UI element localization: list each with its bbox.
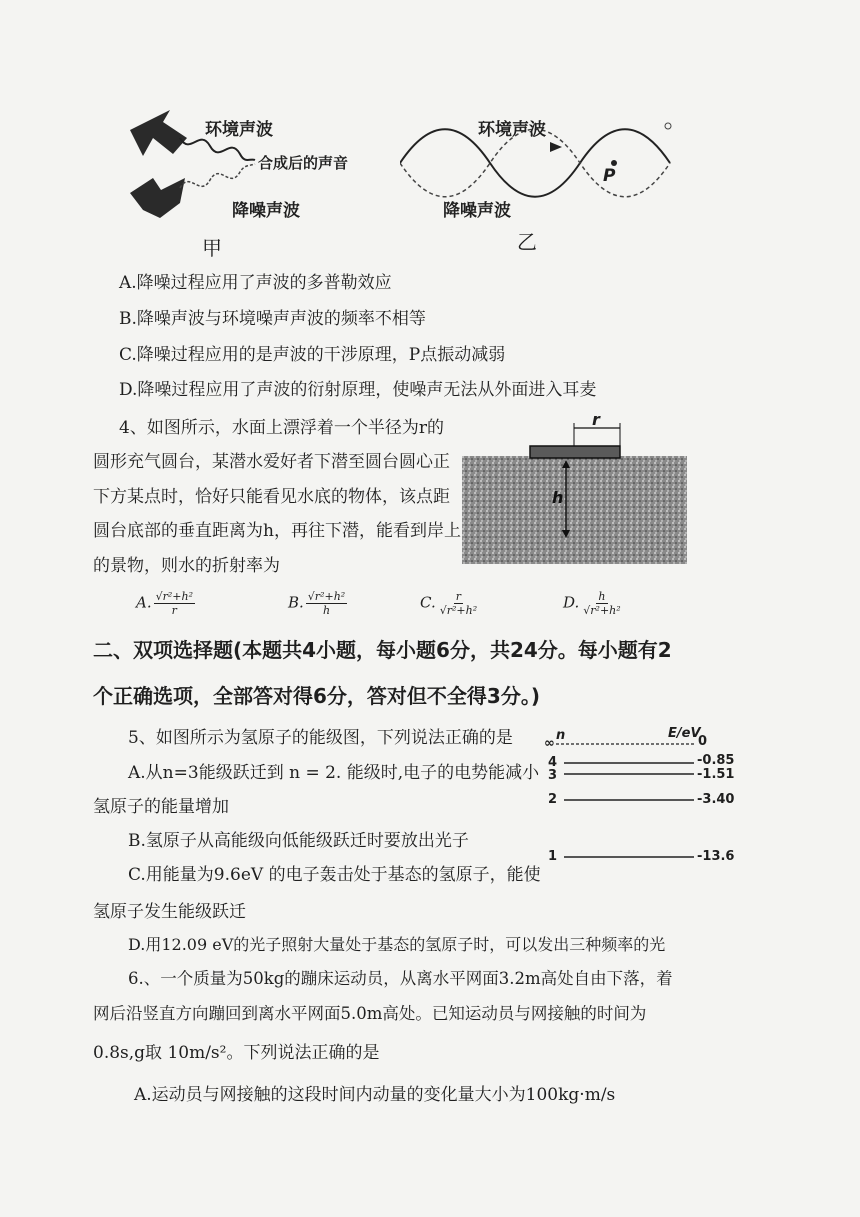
q5-option-b: B.氢原子从高能级向低能级跃迁时要放出光子 (128, 831, 469, 851)
q3-option-d: D.降噪过程应用了声波的衍射原理，使噪声无法从外面进入耳麦 (119, 380, 597, 400)
el-n-1: 1 (548, 849, 558, 864)
q4-h-label: h (552, 488, 564, 507)
q3-option-c: C.降噪过程应用的是声波的干涉原理，P点振动减弱 (119, 345, 506, 365)
jia-noise-label: 降噪声波 (232, 201, 300, 221)
noise-wave-arrow-icon (130, 178, 185, 218)
el-n-header: n (556, 728, 566, 743)
q3-option-a: A.降噪过程应用了声波的多普勒效应 (119, 273, 392, 293)
jia-caption: 甲 (202, 236, 222, 260)
yi-caption: 乙 (517, 230, 537, 254)
yi-noise-label: 降噪声波 (443, 201, 511, 221)
el-n-2: 2 (548, 792, 558, 807)
q4-option-d: D. $\frac{h}{\text{√r²+h²}}$ (563, 590, 621, 617)
q4-figure (462, 408, 687, 568)
el-e-header: E/eV (668, 726, 701, 741)
yi-arrow-icon (550, 142, 562, 152)
yi-env-label: 环境声波 (478, 120, 546, 140)
water-body (462, 456, 687, 564)
env-wave-arrow-icon (130, 110, 187, 156)
el-n-3: 3 (548, 768, 558, 783)
q5-option-d: D.用12.09 eV的光子照射大量处于基态的氢原子时，可以发出三种频率的光 (128, 935, 666, 954)
q5-stem: 5、如图所示为氢原子的能级图，下列说法正确的是 (128, 728, 513, 748)
el-e-3: -1.51 (697, 767, 735, 782)
q6-line-2: 网后沿竖直方向蹦回到离水平网面5.0m高处。已知运动员与网接触的时间为 (93, 1004, 647, 1023)
el-n-inf: ∞ (544, 736, 555, 751)
q4-line-3: 下方某点时，恰好只能看见水底的物体，该点距 (93, 487, 450, 507)
q5-option-c-line2: 氢原子发生能级跃迁 (93, 902, 246, 922)
section2-heading-line2: 个正确选项，全部答对得6分，答对但不全得3分。) (93, 684, 540, 708)
el-e-inf: 0 (698, 734, 708, 749)
q5-option-c-line1: C.用能量为9.6eV 的电子轰击处于基态的氢原子，能使 (128, 865, 541, 885)
env-wave-curve (180, 138, 255, 160)
jia-combined-label: 合成后的声音 (258, 154, 349, 172)
yi-corner-circle (665, 123, 671, 129)
q4-line-2: 圆形充气圆台，某潜水爱好者下潜至圆台圆心正 (93, 452, 450, 472)
q6-line-1: 6.、一个质量为50kg的蹦床运动员，从离水平网面3.2m高处自由下落，着 (128, 969, 673, 988)
q4-option-a: A. $\frac{\text{√r²+h²}}{r}$ (136, 590, 193, 617)
energy-level-lines (556, 738, 696, 863)
noise-wave-curve (180, 164, 255, 188)
q4-line-1: 4、如图所示，水面上漂浮着一个半径为r的 (119, 418, 444, 438)
q4-option-b: B. $\frac{\text{√r²+h²}}{h}$ (288, 590, 346, 617)
q5-option-a-line1: A.从n=3能级跃迁到 n = 2. 能级时,电子的电势能减小 (128, 763, 540, 783)
el-n-4: 4 (548, 755, 558, 770)
q6-option-a: A.运动员与网接触的这段时间内动量的变化量大小为100kg·m/s (134, 1085, 616, 1105)
q4-line-4: 圆台底部的垂直距离为h，再往下潜，能看到岸上 (93, 521, 461, 541)
jia-env-label: 环境声波 (205, 120, 273, 140)
el-e-1: -13.6 (697, 849, 735, 864)
section2-heading-line1: 二、双项选择题(本题共4小题，每小题6分，共24分。每小题有2 (93, 638, 672, 662)
q3-option-b: B.降噪声波与环境噪声声波的频率不相等 (119, 309, 426, 329)
q4-line-5: 的景物，则水的折射率为 (93, 556, 280, 576)
q4-option-c: C. $\frac{r}{\text{√r²+h²}}$ (420, 590, 478, 617)
el-e-2: -3.40 (697, 792, 735, 807)
yi-point-label: P (603, 166, 616, 186)
q4-r-label: r (592, 410, 600, 429)
floating-platform (530, 446, 620, 458)
q6-line-3: 0.8s,g取 10m/s²。下列说法正确的是 (93, 1043, 380, 1063)
q5-option-a-line2: 氢原子的能量增加 (93, 797, 229, 817)
el-e-4: -0.85 (697, 753, 735, 768)
